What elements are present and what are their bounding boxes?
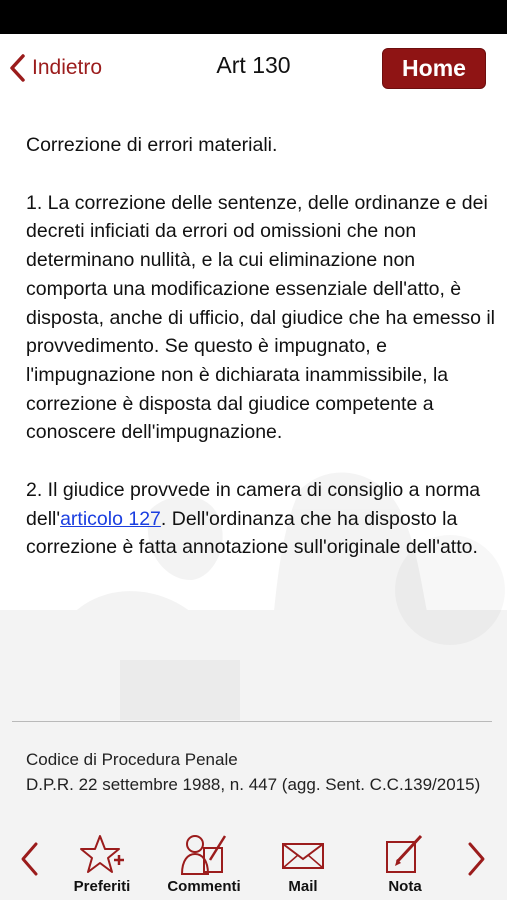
- back-label: Indietro: [32, 56, 103, 79]
- comments-icon: [180, 832, 228, 876]
- article-127-link[interactable]: articolo 127: [60, 507, 161, 530]
- status-bar: [0, 0, 507, 34]
- mail-button[interactable]: [278, 832, 328, 895]
- article-paragraph-2: [26, 476, 496, 562]
- star-plus-icon: [78, 832, 126, 876]
- decree-reference: D.P.R. 22 settembre 1988, n. 447 (agg. Sent. C.C.139/2015): [26, 775, 481, 794]
- navigation-bar: [0, 34, 507, 104]
- comments-button[interactable]: [160, 832, 248, 895]
- home-button[interactable]: Home: [382, 48, 486, 89]
- note-button[interactable]: [380, 832, 430, 895]
- page-title: Art 130: [216, 52, 291, 78]
- chevron-left-icon: [18, 840, 40, 878]
- source-footer: [26, 747, 496, 797]
- spacer: [26, 160, 496, 189]
- code-name: Codice di Procedura Penale: [26, 750, 238, 769]
- article-heading: Correzione di errori materiali.: [26, 134, 278, 156]
- divider: [12, 721, 492, 722]
- article-paragraph-1: 1. La correzione delle sentenze, delle ordinanze e dei decreti inficiati da errori od omissioni che non determinano nullità, e la cui eliminazione non comporta una modificazione essenziale dell'atto, è disposta, anche di ufficio, dal giudice che ha emesso il provvedimento. Se questo è impugnato, e l'impugnazione non è dichiarata inammissibile, la correzione è disposta dal giudice competente a conoscere dell'impugnazione.: [26, 191, 496, 444]
- note-label: Nota: [388, 878, 422, 895]
- bottom-toolbar: [0, 828, 507, 900]
- favorites-button[interactable]: [70, 832, 134, 895]
- note-edit-icon: [381, 832, 429, 876]
- chevron-right-icon: [466, 840, 488, 878]
- article-text: [26, 131, 496, 562]
- previous-article-button[interactable]: [18, 840, 40, 883]
- comments-label: Commenti: [167, 878, 241, 895]
- favorites-label: Preferiti: [73, 878, 131, 895]
- spacer: [26, 447, 496, 476]
- next-article-button[interactable]: [466, 840, 488, 883]
- paragraph-2-text-end: . Dell'ordinanza che ha disposto la correzione è fatta annotazione sull'originale dell'atto.: [26, 507, 478, 559]
- mail-label: Mail: [288, 878, 318, 895]
- paragraph-2-text-start: 2. Il giudice provvede in camera di consiglio a norma dell': [26, 479, 481, 530]
- mail-icon: [279, 832, 327, 876]
